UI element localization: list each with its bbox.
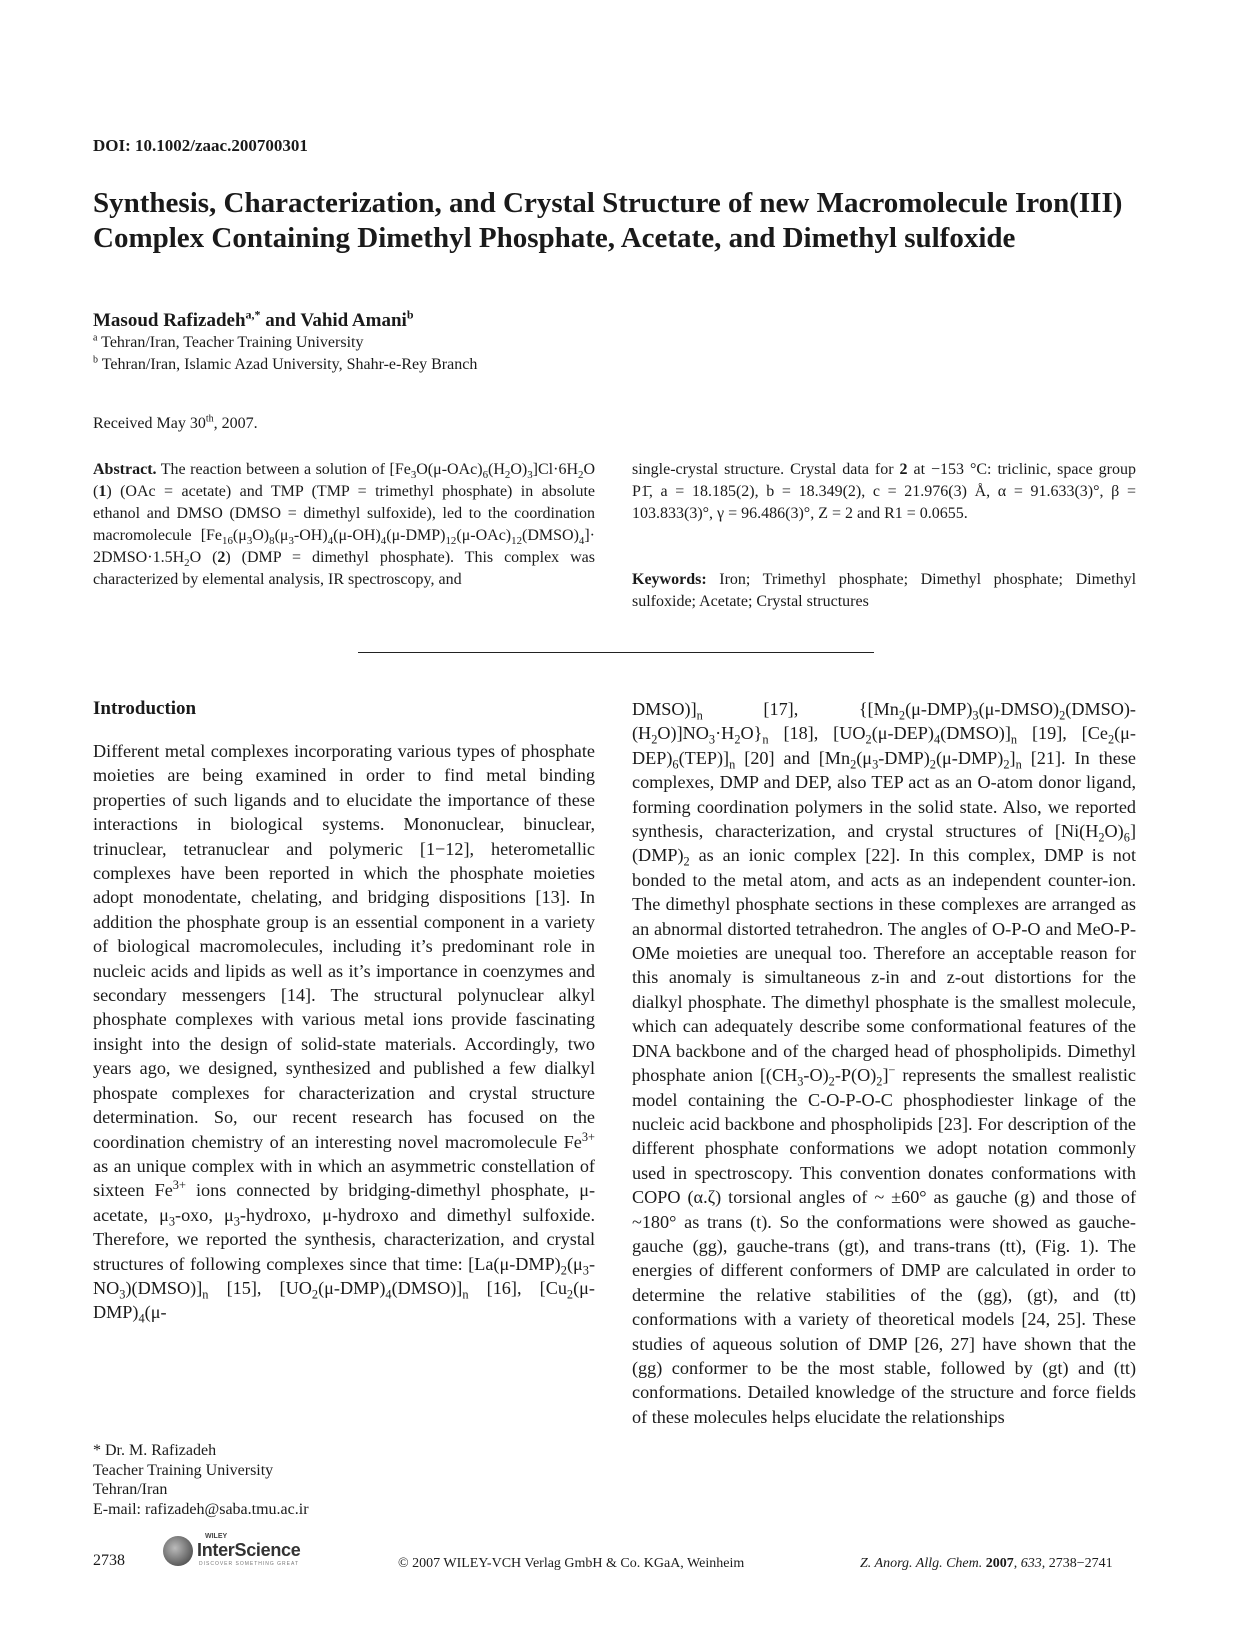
- intro-heading: Introduction: [93, 698, 197, 719]
- email[interactable]: E-mail: rafizadeh@saba.tmu.ac.ir: [93, 1500, 309, 1518]
- abstract-label: Abstract.: [93, 461, 157, 478]
- keywords-label: Keywords:: [632, 571, 707, 588]
- affiliation-a: $^a$ Tehran/Iran, Teacher Training University: [93, 332, 364, 351]
- intro-right-column: $DMSO)]_n$ [17], $\{[Mn_2(\mu-DMP)_3(\mu-DMSO)_2(DMSO)-(H_2O)]NO_3\cdot H_2O\}_n$ [18], $[UO_2(\mu-DEP)_4(DMSO)]_n$ [19], $[Ce_2(\mu-DEP)_6(TEP)]_n$ [20] and $[Mn_2(\mu_3-DMP)_2(\mu-DMP)_2]_n$ [21]. In these complexes, DMP and DEP, also TEP act as an O-atom donor ligand, forming coordination polymers in the solid state. Also, we reported synthesis, characterization, and crystal structures of $[Ni(H_2O)_6](DMP)_2$ as an ionic complex [22]. In this complex, DMP is not bonded to the metal atom, and acts as an independent counter-ion. The dimethyl phosphate sections in these complexes are arranged as an abnormal distorted tetrahedron. The angles of O-P-O and MeO-P-OMe moieties are unequal too. Therefore an acceptable reason for this anomaly is simultaneous z-in and z-out distortions for the dialkyl phosphate. The dimethyl phosphate is the smallest molecule, which can adequately describe some conformational features of the DNA backbone and of the charged head of phospholipids. Dimethyl phosphate anion $[(CH_3-O)_2-P(O)_2]^-$ represents the smallest realistic model containing the C-O-P-O-C phosphodiester linkage of the nucleic acid backbone and phospholipids [23]. For description of the different phosphate conformations we adopt notation commonly used in spectroscopy. This convention donates conformations with COPO (α.ζ) torsional angles of ~ ±60° as gauche (g) and those of ~180° as trans (t). So the conformations were showed as gauche-gauche (gg), gauche-trans (gt), and trans-trans (tt), (Fig. 1). The energies of different conformers of DMP are calculated in order to determine the relative stabilities of the (gg), (gt), and (tt) conformations with a variety of theoretical models [24, 25]. These studies of aqueous solution of DMP [26, 27] have shown that the (gg) conformer to be the most stable, followed by (gt) and (tt) conformations. Detailed knowledge of the structure and force fields of these molecules helps elucidate the relationships: [632, 699, 1136, 1427]
- doi: DOI: 10.1002/zaac.200700301: [93, 136, 308, 155]
- journal-citation: Z. Anorg. Allg. Chem. 2007, 633, 2738−2741: [860, 1556, 1113, 1571]
- corresponding-author-footnote: * Dr. M. Rafizadeh Teacher Training University Tehran/Iran E-mail: rafizadeh@saba.tmu.ac.ir: [93, 1442, 309, 1518]
- keywords: Keywords: Iron; Trimethyl phosphate; Dimethyl phosphate; Dimethyl sulfoxide; Acetate; Crystal structures: [632, 571, 1137, 610]
- authors: Masoud Rafizadeh$^{a,*}$ and Vahid Amani$^b$: [93, 307, 414, 331]
- affiliation-b: $^b$ Tehran/Iran, Islamic Azad University, Shahr-e-Rey Branch: [93, 354, 478, 373]
- abstract-left: Abstract. The reaction between a solution of $[Fe_3O(\mu-OAc)_6(H_2O)_3]Cl\cdot 6H_2O$ (1) (OAc = acetate) and TMP (TMP = trimethyl phosphate) in absolute ethanol and DMSO (DMSO = dimethyl sulfoxide), led to the coordination macromolecule $[Fe_{16}(\mu_3O)_8(\mu_3-OH)_4(\mu-OH)_4(\mu-DMP)_{12}(\mu-OAc)_{12}(DMSO)_4]\cdot$ $2DMSO\cdot 1.5H_2O$ (2) (DMP = dimethyl phosphate). This complex was characterized by elemental analysis, IR spectroscopy, and: [93, 461, 595, 588]
- copyright: © 2007 WILEY-VCH Verlag GmbH & Co. KGaA, Weinheim: [398, 1556, 745, 1571]
- article-title: Synthesis, Characterization, and Crystal Structure of new Macromolecule Iron(III) Complex Containing Dimethyl Phosphate, Acetate, and Dimethyl sulfoxide: [93, 187, 1123, 254]
- interscience-logo: WILEY InterScience DISCOVER SOMETHING GREAT: [163, 1534, 335, 1570]
- section-divider: [358, 652, 874, 653]
- logo-globe-icon: [163, 1536, 193, 1566]
- page-number: 2738: [93, 1552, 125, 1569]
- received-date: Received May 30th, 2007.: [93, 413, 258, 432]
- abstract-right: single-crystal structure. Crystal data for 2 at −153 °C: triclinic, space group P1̄, a = 18.185(2), b = 18.349(2), c = 21.976(3) Å, α = 91.633(3)°, β = 103.833(3)°, γ = 96.486(3)°, Z = 2 and R1 = 0.0655.: [632, 461, 1136, 522]
- intro-left-column: Different metal complexes incorporating various types of phosphate moieties are being examined in order to find metal binding properties of such ligands and to elucidate the importance of these interactions in biological systems. Mononuclear, binuclear, trinuclear, tetranuclear and polymeric [1−12], heterometallic complexes have been reported in which the phosphate moieties adopt monodentate, chelating, and bridging dispositions [13]. In addition the phosphate group is an essential component in a variety of biological macromolecules, including it’s predominant role in nucleic acids and lipids as well as it’s importance in coenzymes and secondary messengers [14]. The structural polynuclear alkyl phosphate complexes with various metal ions provide fascinating insight into the design of solid-state materials. Accordingly, two years ago, we designed, synthesized and published a few dialkyl phospate complexes for characterization and crystal structure determination. So, our recent research has focused on the coordination chemistry of an interesting novel macromolecule $Fe^{3+}$ as an unique complex with in which an asymmetric constellation of sixteen $Fe^{3+}$ ions connected by bridging-dimethyl phosphate, μ-acetate, $\mu_3$-oxo, $\mu_3$-hydroxo, μ-hydroxo and dimethyl sulfoxide. Therefore, we reported the synthesis, characterization, and crystal structures of following complexes since that time: $[La(\mu-DMP)_2(\mu_3-NO_3)(DMSO)]_n$ [15], $[UO_2(\mu-DMP)_4(DMSO)]_n$ [16], [$Cu_2(\mu-DMP)_4(\mu-$: [93, 741, 595, 1326]
